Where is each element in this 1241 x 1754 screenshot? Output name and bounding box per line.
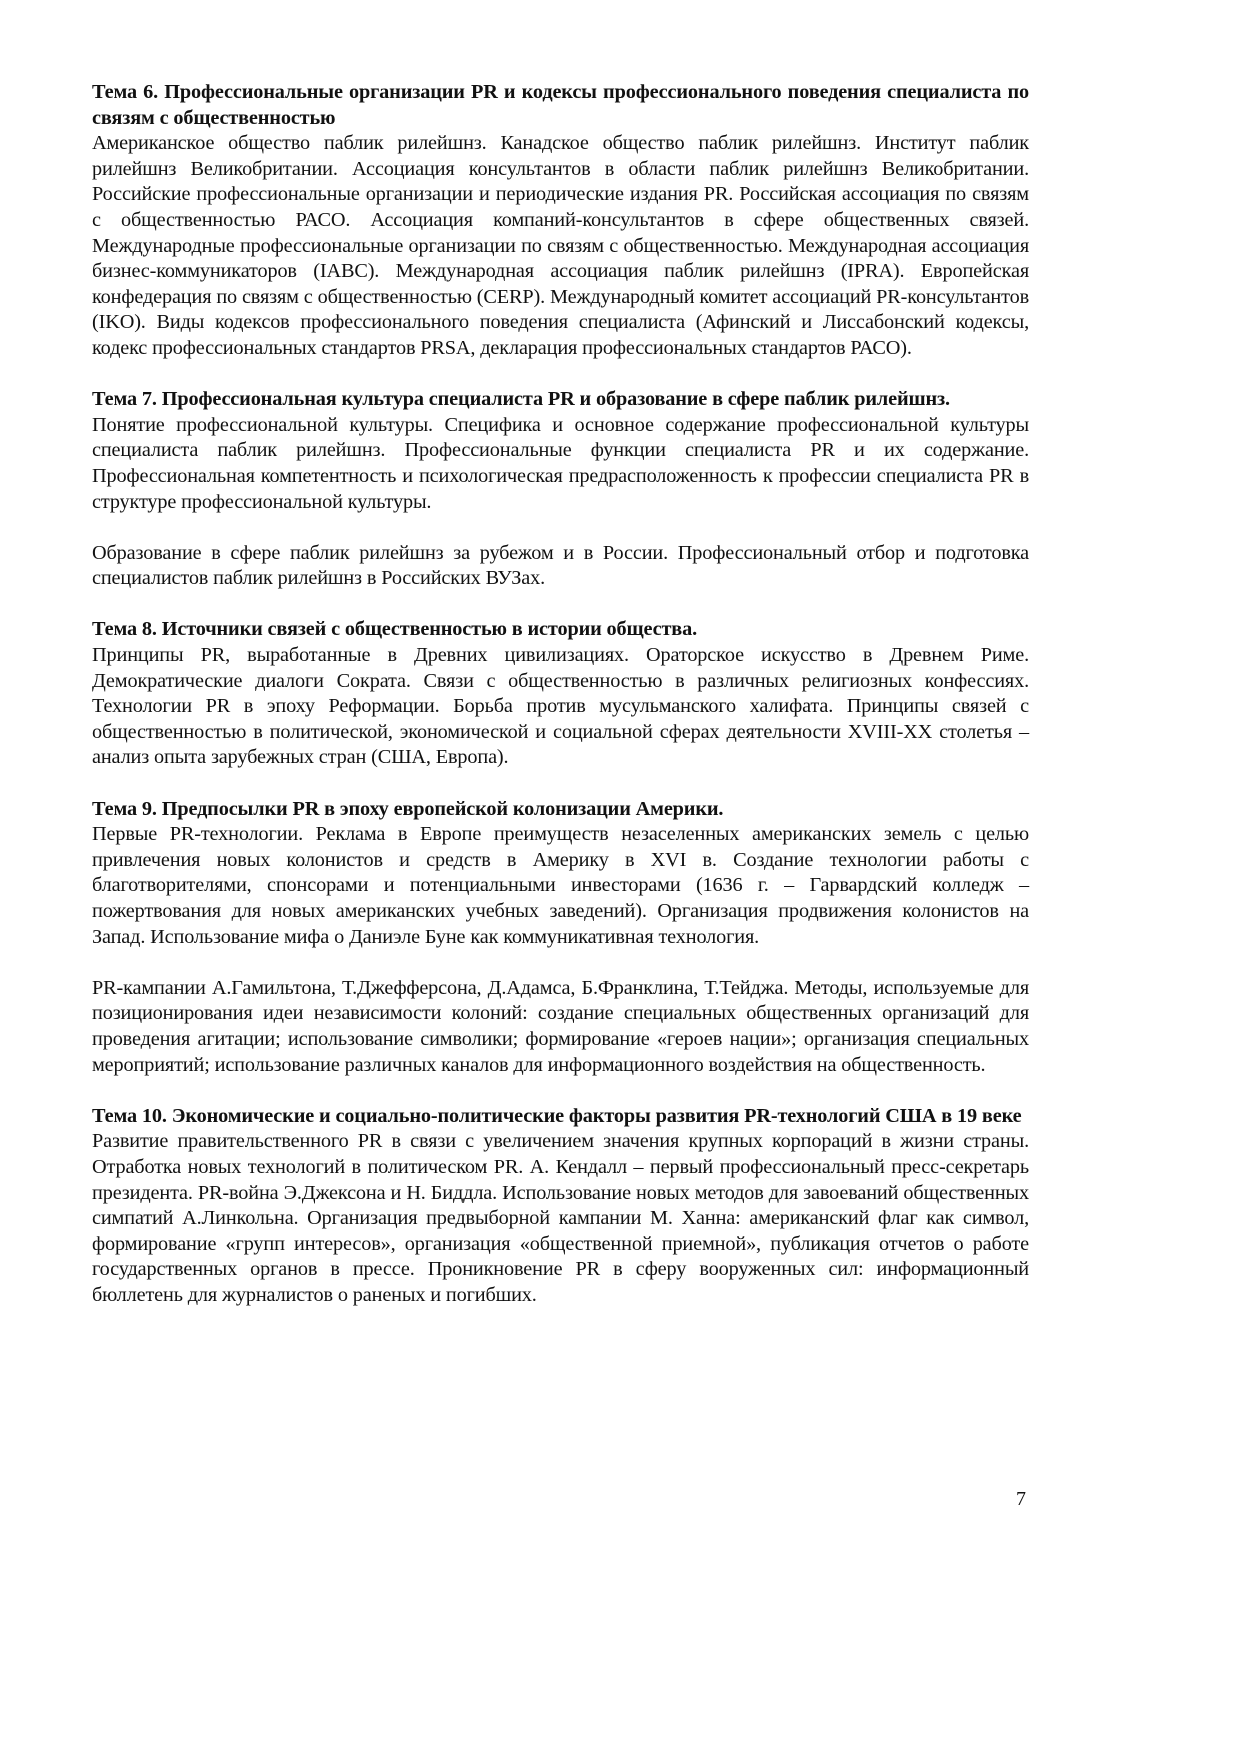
section-topic-6 — [92, 80, 1029, 362]
paragraph: PR-кампании А.Гамильтона, Т.Джефферсона, Д.Адамса, Б.Франклина, Т.Тейджа. Методы, используемые для позиционирования идеи независимости колоний: создание специальных общественных организаций для проведения агитации; использование символики; формирование «героев нации»; организация специальных мероприятий; использование различных каналов для информационного воздействия на общественность. — [92, 976, 1029, 1076]
section-heading: Тема 8. Источники связей с общественностью в истории общества. — [92, 618, 697, 641]
page-number: 7 — [1016, 1488, 1026, 1510]
paragraph: Понятие профессиональной культуры. Специфика и основное содержание профессиональной культуры специалиста паблик рилейшнз. Профессиональные функции специалиста PR и их содержание. Профессиональная компетентность и психологическая предрасположенность к профессии специалиста PR в структуре профессиональной культуры. — [92, 413, 1029, 513]
section-heading: Тема 6. Профессиональные организации PR и кодексы профессионального поведения специалиста по связям с общественностью — [92, 81, 1029, 129]
section-heading: Тема 9. Предпосылки PR в эпоху европейской колонизации Америки. — [92, 797, 724, 820]
section-topic-7 — [92, 387, 1029, 592]
document-page — [92, 80, 1029, 1334]
paragraph: Принципы PR, выработанные в Древних цивилизациях. Ораторское искусство в Древнем Риме. Демократические диалоги Сократа. Связи с общественностью в различных религиозных конфессиях. Технологии PR в эпоху Реформации. Борьба против мусульманского халифата. Принципы связей с общественностью в политической, экономической и социальной сферах деятельности XVIII-XX столетья – анализ опыта зарубежных стран (США, Европа). — [92, 644, 1029, 769]
paragraph: Развитие правительственного PR в связи с увеличением значения крупных корпораций в жизни страны. Отработка новых технологий в политическом PR. А. Кендалл – первый профессиональный пресс-секретарь президента. PR-война Э.Джексона и Н. Биддла. Использование новых методов для завоеваний общественных симпатий А.Линкольна. Организация предвыборной кампании М. Ханна: американский флаг как символ, формирование «групп интересов», организация «общественной приемной», публикация отчетов о работе государственных органов в прессе. Проникновение PR в сферу вооруженных сил: информационный бюллетень для журналистов о раненых и погибших. — [92, 1130, 1029, 1306]
section-topic-9 — [92, 797, 1029, 1079]
section-heading: Тема 10. Экономические и социально-политические факторы развития PR-технологий США в 19 веке — [92, 1104, 1022, 1127]
section-topic-10 — [92, 1104, 1029, 1309]
paragraph: Первые PR-технологии. Реклама в Европе преимуществ незаселенных американских земель с целью привлечения новых колонистов и средств в Америку в XVI в. Создание технологии работы с благотворителями, спонсорами и потенциальными инвесторами (1636 г. – Гарвардский колледж – пожертвования для новых американских учебных заведений). Организация продвижения колонистов на Запад. Использование мифа о Даниэле Буне как коммуникативная технология. — [92, 823, 1029, 948]
section-heading: Тема 7. Профессиональная культура специалиста PR и образование в сфере паблик рилейшнз. — [92, 388, 950, 411]
section-topic-8 — [92, 617, 1029, 771]
paragraph: Образование в сфере паблик рилейшнз за рубежом и в России. Профессиональный отбор и подготовка специалистов паблик рилейшнз в Российских ВУЗах. — [92, 541, 1029, 590]
paragraph: Американское общество паблик рилейшнз. Канадское общество паблик рилейшнз. Институт паблик рилейшнз Великобритании. Ассоциация консультантов в области паблик рилейшнз Великобритании. Российские профессиональные организации и периодические издания PR. Российская ассоциация по связям с общественностью РАСО. Ассоциация компаний-консультантов в сфере общественных связей. Международные профессиональные организации по связям с общественностью. Международная ассоциация бизнес-коммуникаторов (IABC). Международная ассоциация паблик рилейшнз (IPRA). Европейская конфедерация по связям с общественностью (CERP). Международный комитет ассоциаций PR-консультантов (IKO). Виды кодексов профессионального поведения специалиста (Афинский и Лиссабонский кодексы, кодекс профессиональных стандартов PRSA, декларация профессиональных стандартов РАСО). — [92, 132, 1029, 359]
